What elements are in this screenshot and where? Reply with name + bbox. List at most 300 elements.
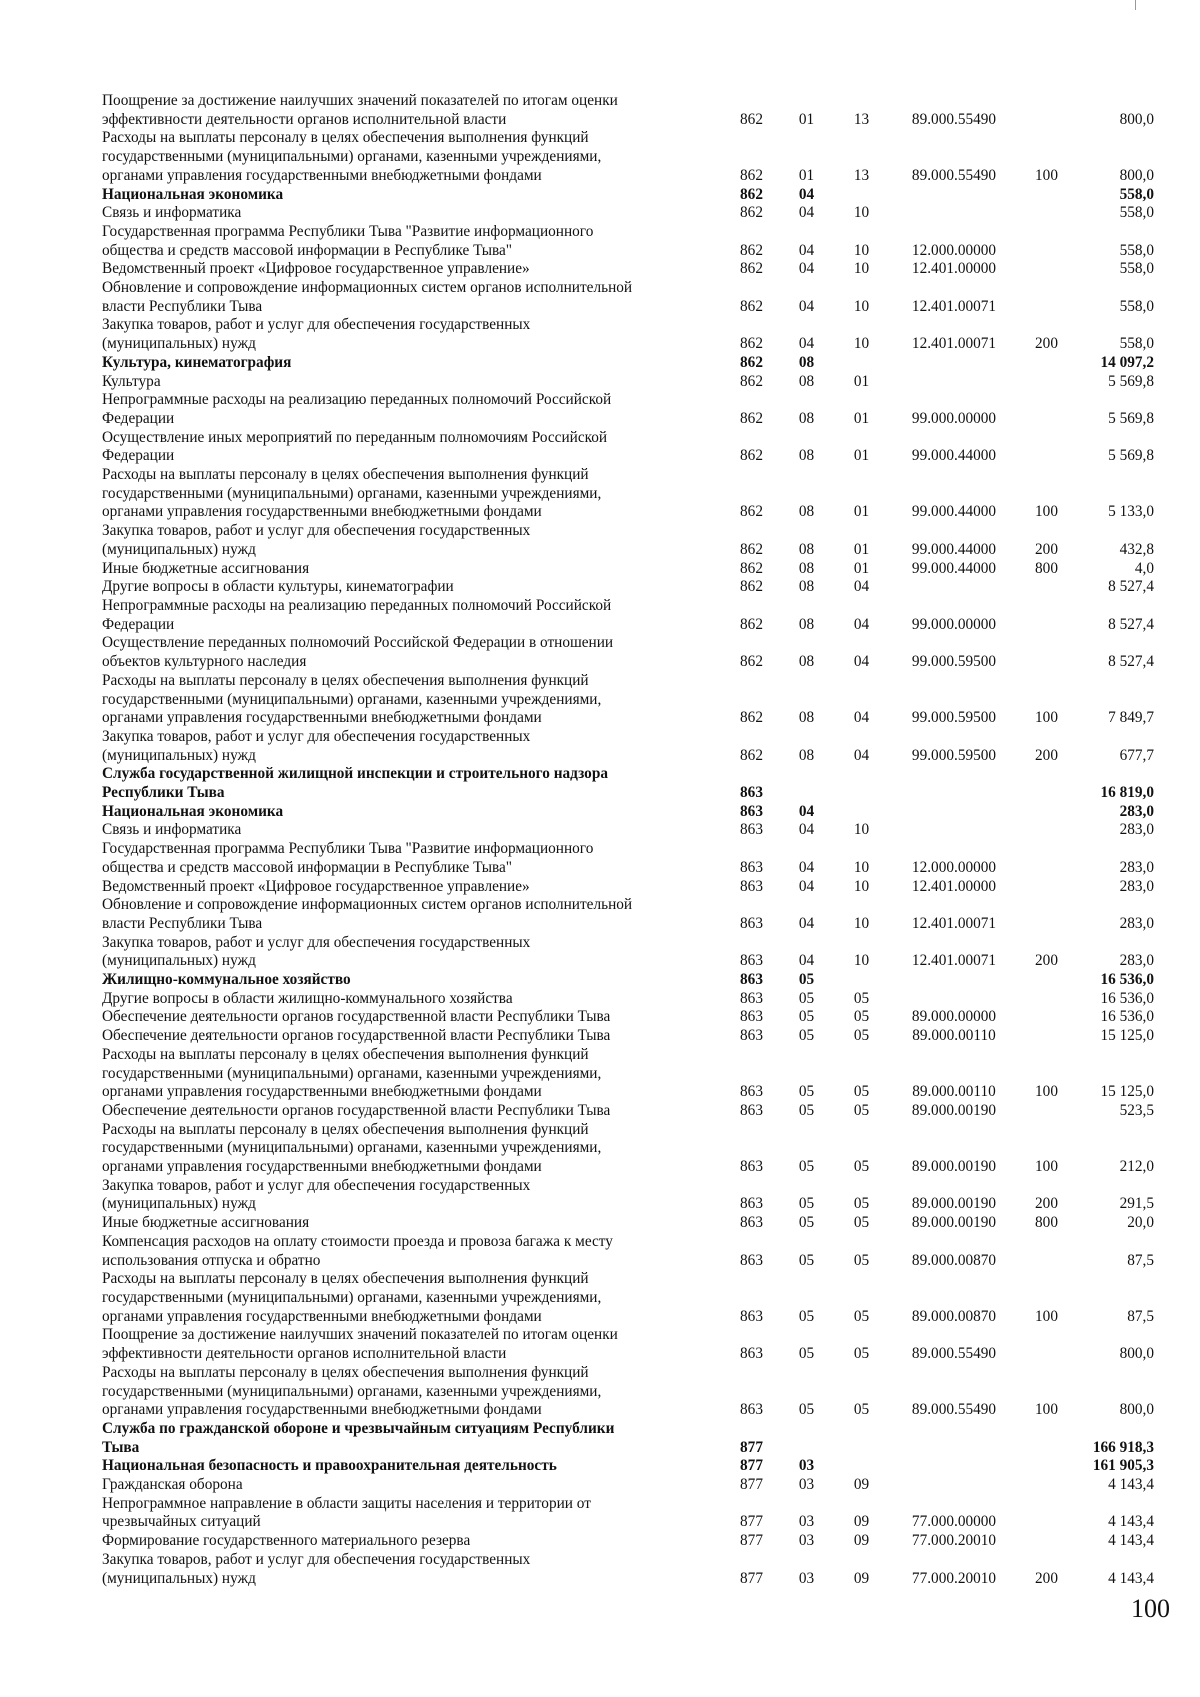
table-row <box>102 821 1154 840</box>
table-row <box>102 429 1154 466</box>
row-amount: 800,0 <box>1119 166 1154 184</box>
table-row <box>102 1214 1154 1233</box>
row-amount: 5 569,8 <box>1108 372 1154 390</box>
row-target-article: 12.000.00000 <box>911 241 997 259</box>
row-target-article: 99.000.00000 <box>911 615 997 633</box>
row-section-code: 08 <box>798 353 815 371</box>
row-section-code: 05 <box>798 1195 815 1213</box>
row-amount: 87,5 <box>1127 1307 1154 1325</box>
row-subsection-code: 01 <box>853 447 870 465</box>
row-target-article: 89.000.00190 <box>911 1101 997 1119</box>
row-name: Закупка товаров, работ и услуг для обеспечения государственных (муниципальных) нужд <box>102 727 531 764</box>
row-expense-type: 200 <box>1035 1569 1058 1587</box>
row-ministry-code: 863 <box>740 1401 763 1419</box>
row-expense-type: 200 <box>1035 1195 1058 1213</box>
table-row <box>102 840 1154 877</box>
row-amount: 558,0 <box>1119 241 1154 259</box>
row-target-article: 89.000.00870 <box>911 1307 997 1325</box>
row-amount: 14 097,2 <box>1100 353 1154 371</box>
row-section-code: 05 <box>798 1008 815 1026</box>
row-subsection-code: 05 <box>853 1251 870 1269</box>
row-subsection-code: 01 <box>853 409 870 427</box>
row-target-article: 12.401.00000 <box>911 260 997 278</box>
row-subsection-code: 05 <box>853 1083 870 1101</box>
row-subsection-code: 05 <box>853 1158 870 1176</box>
row-target-article: 89.000.00190 <box>911 1214 997 1232</box>
row-amount: 558,0 <box>1119 297 1154 315</box>
row-ministry-code: 863 <box>740 1214 763 1232</box>
row-subsection-code: 10 <box>853 260 870 278</box>
table-row <box>102 1457 1154 1476</box>
row-ministry-code: 863 <box>740 1251 763 1269</box>
row-amount: 432,8 <box>1119 540 1154 558</box>
row-subsection-code: 04 <box>853 653 870 671</box>
row-name: Расходы на выплаты персоналу в целях обеспечения выполнения функций государственными (муниципальными) органами, казенными учреждениями, органами управления государственными внебюджетными фондами <box>102 466 602 521</box>
row-target-article: 12.401.00071 <box>911 335 997 353</box>
row-section-code: 04 <box>798 821 815 839</box>
row-section-code: 08 <box>798 746 815 764</box>
row-amount: 5 133,0 <box>1108 503 1154 521</box>
row-target-article: 99.000.44000 <box>911 503 997 521</box>
table-row <box>102 878 1154 897</box>
table-row <box>102 186 1154 205</box>
row-ministry-code: 863 <box>740 821 763 839</box>
row-target-article: 99.000.44000 <box>911 559 997 577</box>
row-target-article: 89.000.00870 <box>911 1251 997 1269</box>
row-section-code: 08 <box>798 372 815 390</box>
row-ministry-code: 863 <box>740 989 763 1007</box>
table-row <box>102 765 1154 802</box>
row-section-code: 01 <box>798 110 815 128</box>
row-section-code: 05 <box>798 1401 815 1419</box>
row-name: Поощрение за достижение наилучших значений показателей по итогам оценки эффективности деятельности органов исполнительной власти <box>102 1326 618 1363</box>
table-row <box>102 803 1154 822</box>
row-ministry-code: 862 <box>740 540 763 558</box>
row-expense-type: 100 <box>1035 503 1058 521</box>
table-row <box>102 223 1154 260</box>
row-name: Обеспечение деятельности органов государственной власти Республики Тыва <box>102 1027 611 1045</box>
row-subsection-code: 10 <box>853 952 870 970</box>
row-subsection-code: 05 <box>853 1307 870 1325</box>
row-section-code: 08 <box>798 559 815 577</box>
row-target-article: 89.000.00110 <box>912 1027 996 1045</box>
table-row <box>102 373 1154 392</box>
table-row <box>102 522 1154 559</box>
table-row <box>102 129 1154 185</box>
row-expense-type: 200 <box>1035 540 1058 558</box>
row-subsection-code: 10 <box>853 858 870 876</box>
table-row <box>102 578 1154 597</box>
row-name: Обеспечение деятельности органов государственной власти Республики Тыва <box>102 1008 611 1026</box>
row-subsection-code: 01 <box>853 503 870 521</box>
row-expense-type: 100 <box>1035 1307 1058 1325</box>
table-row <box>102 1364 1154 1420</box>
row-subsection-code: 05 <box>853 1214 870 1232</box>
row-subsection-code: 05 <box>853 1027 870 1045</box>
row-subsection-code: 09 <box>853 1513 870 1531</box>
row-target-article: 12.401.00071 <box>911 914 997 932</box>
table-row <box>102 92 1154 129</box>
row-name: Расходы на выплаты персоналу в целях обеспечения выполнения функций государственными (муниципальными) органами, казенными учреждениями, органами управления государственными внебюджетными фондами <box>102 1363 602 1419</box>
table-row <box>102 896 1154 933</box>
row-section-code: 08 <box>798 615 815 633</box>
row-section-code: 08 <box>798 540 815 558</box>
row-ministry-code: 862 <box>740 297 763 315</box>
table-row <box>102 391 1154 428</box>
row-name: Обеспечение деятельности органов государственной власти Республики Тыва <box>102 1101 611 1119</box>
row-subsection-code: 04 <box>853 709 870 727</box>
row-ministry-code: 877 <box>740 1438 763 1456</box>
table-row <box>102 316 1154 353</box>
row-subsection-code: 01 <box>853 540 870 558</box>
row-expense-type: 800 <box>1035 1214 1058 1232</box>
row-amount: 5 569,8 <box>1108 409 1154 427</box>
row-section-code: 08 <box>798 578 815 596</box>
row-target-article: 99.000.00000 <box>911 409 997 427</box>
row-section-code: 03 <box>798 1476 815 1494</box>
row-name: Жилищно-коммунальное хозяйство <box>102 971 351 989</box>
row-name: Служба государственной жилищной инспекции и строительного надзора Республики Тыва <box>102 765 608 802</box>
row-section-code: 04 <box>798 260 815 278</box>
row-section-code: 03 <box>798 1532 815 1550</box>
row-expense-type: 200 <box>1035 335 1058 353</box>
row-section-code: 08 <box>798 503 815 521</box>
row-name: Непрограммные расходы на реализацию переданных полномочий Российской Федерации <box>102 596 612 633</box>
row-section-code: 03 <box>798 1457 815 1475</box>
row-amount: 20,0 <box>1127 1214 1154 1232</box>
row-amount: 5 569,8 <box>1108 447 1154 465</box>
row-subsection-code: 10 <box>853 241 870 259</box>
row-ministry-code: 862 <box>740 615 763 633</box>
row-section-code: 04 <box>798 204 815 222</box>
table-row <box>102 934 1154 971</box>
row-ministry-code: 862 <box>740 653 763 671</box>
row-section-code: 04 <box>798 335 815 353</box>
row-subsection-code: 10 <box>853 877 870 895</box>
row-amount: 16 536,0 <box>1100 1008 1154 1026</box>
row-target-article: 77.000.20010 <box>911 1532 997 1550</box>
row-expense-type: 100 <box>1035 1158 1058 1176</box>
row-name: Расходы на выплаты персоналу в целях обеспечения выполнения функций государственными (муниципальными) органами, казенными учреждениями, органами управления государственными внебюджетными фондами <box>102 1045 602 1101</box>
row-target-article: 89.000.00190 <box>911 1158 997 1176</box>
row-amount: 558,0 <box>1119 260 1154 278</box>
row-subsection-code: 10 <box>853 297 870 315</box>
row-ministry-code: 862 <box>740 746 763 764</box>
row-target-article: 89.000.00110 <box>912 1083 996 1101</box>
row-name: Обновление и сопровождение информационных систем органов исполнительной власти Республики Тыва <box>102 896 633 932</box>
row-name: Государственная программа Республики Тыва "Развитие информационного общества и средств массовой информации в Республике Тыва" <box>102 840 594 876</box>
row-amount: 283,0 <box>1119 858 1154 876</box>
row-name: Связь и информатика <box>102 821 242 839</box>
row-amount: 16 819,0 <box>1100 784 1154 802</box>
table-row <box>102 634 1154 671</box>
row-ministry-code: 863 <box>740 1345 763 1363</box>
budget-table <box>102 92 1154 1588</box>
table-row <box>102 1420 1154 1457</box>
row-section-code: 05 <box>798 1158 815 1176</box>
table-row <box>102 597 1154 634</box>
row-target-article: 12.401.00000 <box>911 877 997 895</box>
row-ministry-code: 862 <box>740 185 763 203</box>
row-subsection-code: 13 <box>853 166 870 184</box>
table-row <box>102 1326 1154 1363</box>
row-ministry-code: 877 <box>740 1532 763 1550</box>
row-expense-type: 200 <box>1035 952 1058 970</box>
row-target-article: 89.000.55490 <box>911 1401 997 1419</box>
row-ministry-code: 862 <box>740 166 763 184</box>
row-subsection-code: 05 <box>853 1008 870 1026</box>
row-name: Расходы на выплаты персоналу в целях обеспечения выполнения функций государственными (муниципальными) органами, казенными учреждениями, органами управления государственными внебюджетными фондами <box>102 671 602 727</box>
row-subsection-code: 04 <box>853 578 870 596</box>
row-amount: 800,0 <box>1119 1345 1154 1363</box>
table-row <box>102 1027 1154 1046</box>
row-section-code: 08 <box>798 709 815 727</box>
row-subsection-code: 04 <box>853 615 870 633</box>
row-expense-type: 100 <box>1035 1083 1058 1101</box>
row-name: Культура <box>102 372 161 390</box>
table-row <box>102 990 1154 1009</box>
row-amount: 291,5 <box>1119 1195 1154 1213</box>
row-ministry-code: 862 <box>740 447 763 465</box>
table-row <box>102 279 1154 316</box>
row-section-code: 04 <box>798 297 815 315</box>
row-amount: 558,0 <box>1119 204 1154 222</box>
row-amount: 800,0 <box>1119 1401 1154 1419</box>
table-row <box>102 1008 1154 1027</box>
row-name: Формирование государственного материального резерва <box>102 1532 471 1550</box>
row-ministry-code: 862 <box>740 503 763 521</box>
row-ministry-code: 877 <box>740 1476 763 1494</box>
table-row <box>102 1495 1154 1532</box>
row-amount: 4 143,4 <box>1108 1476 1154 1494</box>
row-expense-type: 100 <box>1035 166 1058 184</box>
table-row <box>102 1233 1154 1270</box>
row-subsection-code: 05 <box>853 1101 870 1119</box>
row-amount: 8 527,4 <box>1108 578 1154 596</box>
row-ministry-code: 862 <box>740 204 763 222</box>
row-ministry-code: 863 <box>740 1158 763 1176</box>
row-section-code: 08 <box>798 447 815 465</box>
row-section-code: 04 <box>798 952 815 970</box>
row-ministry-code: 863 <box>740 877 763 895</box>
row-section-code: 05 <box>798 1307 815 1325</box>
row-ministry-code: 862 <box>740 260 763 278</box>
table-row <box>102 1102 1154 1121</box>
row-ministry-code: 863 <box>740 1083 763 1101</box>
row-ministry-code: 863 <box>740 1008 763 1026</box>
row-ministry-code: 862 <box>740 578 763 596</box>
page-number: 100 <box>1131 1594 1170 1623</box>
row-amount: 283,0 <box>1119 802 1154 820</box>
row-name: Культура, кинематография <box>102 353 292 371</box>
row-subsection-code: 05 <box>853 989 870 1007</box>
row-section-code: 04 <box>798 185 815 203</box>
row-amount: 283,0 <box>1119 877 1154 895</box>
table-row <box>102 1270 1154 1326</box>
row-ministry-code: 877 <box>740 1457 763 1475</box>
row-section-code: 05 <box>798 989 815 1007</box>
row-section-code: 05 <box>798 1251 815 1269</box>
row-name: Компенсация расходов на оплату стоимости проезда и провоза багажа к месту использования отпуска и обратно <box>102 1232 613 1269</box>
row-target-article: 12.401.00071 <box>911 952 997 970</box>
row-ministry-code: 863 <box>740 1101 763 1119</box>
row-name: Непрограммное направление в области защиты населения и территории от чрезвычайных ситуаций <box>102 1494 591 1531</box>
row-target-article: 89.000.55490 <box>911 1345 997 1363</box>
row-amount: 558,0 <box>1119 335 1154 353</box>
row-section-code: 03 <box>798 1569 815 1587</box>
row-name: Национальная экономика <box>102 802 284 820</box>
row-name: Служба по гражданской обороне и чрезвычайным ситуациям Республики Тыва <box>102 1419 615 1456</box>
table-row <box>102 1177 1154 1214</box>
row-ministry-code: 863 <box>740 971 763 989</box>
row-ministry-code: 862 <box>740 335 763 353</box>
row-section-code: 04 <box>798 914 815 932</box>
row-name: Национальная экономика <box>102 185 284 203</box>
row-amount: 4,0 <box>1134 559 1154 577</box>
row-subsection-code: 10 <box>853 914 870 932</box>
row-ministry-code: 863 <box>740 1307 763 1325</box>
row-target-article: 99.000.44000 <box>911 447 997 465</box>
row-section-code: 05 <box>798 1214 815 1232</box>
row-ministry-code: 863 <box>740 802 763 820</box>
row-section-code: 04 <box>798 241 815 259</box>
row-name: Закупка товаров, работ и услуг для обеспечения государственных (муниципальных) нужд <box>102 1176 531 1213</box>
row-ministry-code: 862 <box>740 110 763 128</box>
row-ministry-code: 863 <box>740 1195 763 1213</box>
scan-edge-mark <box>1135 0 1136 10</box>
row-amount: 800,0 <box>1119 110 1154 128</box>
row-ministry-code: 862 <box>740 409 763 427</box>
table-row <box>102 466 1154 522</box>
row-name: Иные бюджетные ассигнования <box>102 1214 310 1232</box>
row-name: Осуществление иных мероприятий по переданным полномочиям Российской Федерации <box>102 428 608 465</box>
table-row <box>102 1532 1154 1551</box>
table-row <box>102 354 1154 373</box>
row-name: Ведомственный проект «Цифровое государственное управление» <box>102 260 530 278</box>
row-subsection-code: 09 <box>853 1532 870 1550</box>
row-target-article: 99.000.59500 <box>911 746 997 764</box>
row-target-article: 77.000.20010 <box>911 1569 997 1587</box>
row-amount: 16 536,0 <box>1100 989 1154 1007</box>
row-amount: 283,0 <box>1119 952 1154 970</box>
row-amount: 283,0 <box>1119 821 1154 839</box>
row-ministry-code: 863 <box>740 914 763 932</box>
row-target-article: 99.000.44000 <box>911 540 997 558</box>
row-section-code: 08 <box>798 409 815 427</box>
row-amount: 15 125,0 <box>1100 1027 1154 1045</box>
row-target-article: 89.000.55490 <box>911 110 997 128</box>
row-subsection-code: 10 <box>853 204 870 222</box>
row-name: Связь и информатика <box>102 204 242 222</box>
row-ministry-code: 877 <box>740 1513 763 1531</box>
row-amount: 283,0 <box>1119 914 1154 932</box>
row-name: Расходы на выплаты персоналу в целях обеспечения выполнения функций государственными (муниципальными) органами, казенными учреждениями, органами управления государственными внебюджетными фондами <box>102 1120 602 1176</box>
row-ministry-code: 863 <box>740 784 763 802</box>
row-amount: 677,7 <box>1119 746 1154 764</box>
row-name: Государственная программа Республики Тыва "Развитие информационного общества и средств массовой информации в Республике Тыва" <box>102 222 594 259</box>
row-amount: 4 143,4 <box>1108 1513 1154 1531</box>
row-amount: 15 125,0 <box>1100 1083 1154 1101</box>
table-row <box>102 728 1154 765</box>
table-row <box>102 1551 1154 1588</box>
row-target-article: 89.000.00190 <box>911 1195 997 1213</box>
row-ministry-code: 862 <box>740 353 763 371</box>
row-section-code: 05 <box>798 1345 815 1363</box>
table-row <box>102 971 1154 990</box>
row-subsection-code: 10 <box>853 335 870 353</box>
row-name: Другие вопросы в области культуры, кинематографии <box>102 578 454 596</box>
row-ministry-code: 877 <box>740 1569 763 1587</box>
row-section-code: 05 <box>798 971 815 989</box>
row-target-article: 99.000.59500 <box>911 709 997 727</box>
row-section-code: 05 <box>798 1083 815 1101</box>
row-subsection-code: 13 <box>853 110 870 128</box>
row-amount: 4 143,4 <box>1108 1569 1154 1587</box>
row-target-article: 12.000.00000 <box>911 858 997 876</box>
row-name: Расходы на выплаты персоналу в целях обеспечения выполнения функций государственными (муниципальными) органами, казенными учреждениями, органами управления государственными внебюджетными фондами <box>102 129 602 184</box>
row-ministry-code: 863 <box>740 858 763 876</box>
row-ministry-code: 863 <box>740 952 763 970</box>
row-section-code: 01 <box>798 166 815 184</box>
table-row <box>102 260 1154 279</box>
row-target-article: 12.401.00071 <box>911 297 997 315</box>
row-section-code: 04 <box>798 802 815 820</box>
row-name: Национальная безопасность и правоохранительная деятельность <box>102 1457 557 1475</box>
row-name: Поощрение за достижение наилучших значений показателей по итогам оценки эффективности деятельности органов исполнительной власти <box>102 92 618 128</box>
row-target-article: 99.000.59500 <box>911 653 997 671</box>
row-amount: 8 527,4 <box>1108 653 1154 671</box>
row-name: Непрограммные расходы на реализацию переданных полномочий Российской Федерации <box>102 391 612 427</box>
row-amount: 166 918,3 <box>1092 1438 1154 1456</box>
row-ministry-code: 863 <box>740 1027 763 1045</box>
row-amount: 161 905,3 <box>1092 1457 1154 1475</box>
row-name: Осуществление переданных полномочий Российской Федерации в отношении объектов культурного наследия <box>102 634 614 671</box>
row-subsection-code: 09 <box>853 1476 870 1494</box>
table-row <box>102 1476 1154 1495</box>
row-amount: 87,5 <box>1127 1251 1154 1269</box>
row-section-code: 04 <box>798 877 815 895</box>
row-amount: 4 143,4 <box>1108 1532 1154 1550</box>
row-subsection-code: 05 <box>853 1345 870 1363</box>
row-amount: 523,5 <box>1119 1101 1154 1119</box>
row-target-article: 77.000.00000 <box>911 1513 997 1531</box>
row-target-article: 89.000.00000 <box>911 1008 997 1026</box>
row-ministry-code: 862 <box>740 559 763 577</box>
row-subsection-code: 05 <box>853 1195 870 1213</box>
row-name: Ведомственный проект «Цифровое государственное управление» <box>102 877 530 895</box>
table-row <box>102 1121 1154 1177</box>
row-expense-type: 800 <box>1035 559 1058 577</box>
row-subsection-code: 09 <box>853 1569 870 1587</box>
row-amount: 7 849,7 <box>1108 709 1154 727</box>
row-expense-type: 200 <box>1035 746 1058 764</box>
row-name: Закупка товаров, работ и услуг для обеспечения государственных (муниципальных) нужд <box>102 933 531 970</box>
row-section-code: 04 <box>798 858 815 876</box>
row-subsection-code: 04 <box>853 746 870 764</box>
row-name: Гражданская оборона <box>102 1476 243 1494</box>
table-row <box>102 1046 1154 1102</box>
row-subsection-code: 10 <box>853 821 870 839</box>
row-amount: 558,0 <box>1119 185 1154 203</box>
row-ministry-code: 862 <box>740 241 763 259</box>
row-name: Закупка товаров, работ и услуг для обеспечения государственных (муниципальных) нужд <box>102 316 531 353</box>
row-name: Другие вопросы в области жилищно-коммунального хозяйства <box>102 989 513 1007</box>
row-expense-type: 100 <box>1035 1401 1058 1419</box>
row-amount: 16 536,0 <box>1100 971 1154 989</box>
row-subsection-code: 01 <box>853 559 870 577</box>
row-expense-type: 100 <box>1035 709 1058 727</box>
row-amount: 212,0 <box>1119 1158 1154 1176</box>
